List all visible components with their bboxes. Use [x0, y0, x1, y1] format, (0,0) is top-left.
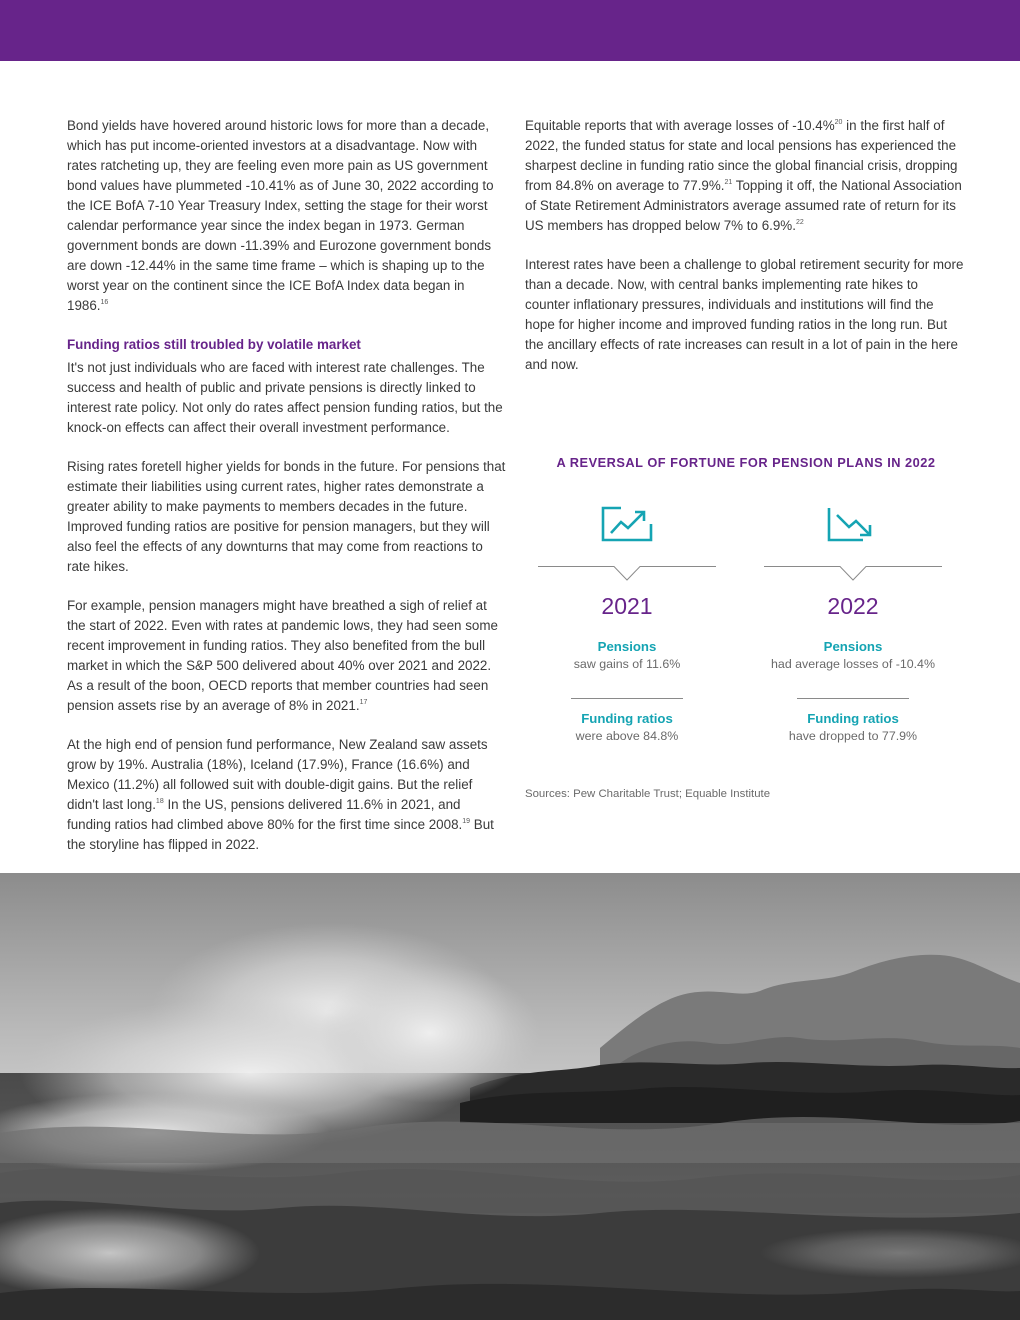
stat-value: were above 84.8% [575, 729, 679, 743]
year-2021: 2021 [601, 593, 653, 619]
footnote-ref: 20 [834, 119, 843, 126]
header-band [0, 0, 1020, 61]
paragraph: For example, pension managers might have breathed a sigh of relief at the start of 2022. Even with rates at pandemic lows, they had seen some recent improvement in funding ratios. They also benefited from the bull market in which the S&P 500 delivered about 40% over 2021 and 2022. As a result of the boon, OECD reports that member countries had seen pension assets rise by an average of 8% in 2021.17 [67, 598, 498, 713]
trend-down-icon [827, 505, 879, 543]
footnote-ref: 16 [100, 299, 109, 306]
stormy-sea-photo [0, 873, 1020, 1320]
right-column [525, 116, 965, 375]
trend-up-icon [601, 505, 653, 543]
paragraph: Interest rates have been a challenge to global retirement security for more than a decade. Now, with central banks implementing rate hikes to counter inflationary pressures, individuals and institutions will find the hope for higher income and improved funding ratios in the long run. But the ancillary effects of rate increases can result in a lot of pain in the here and now. [525, 257, 964, 372]
stat-value: have dropped to 77.9% [788, 729, 918, 743]
divider [571, 698, 683, 699]
infographic-title: A REVERSAL OF FORTUNE FOR PENSION PLANS IN 2022 [556, 455, 936, 470]
paragraph: Equitable reports that with average losses of -10.4%$^{20}$ in the first half of 2022, the funded status for state and local pensions has experienced the sharpest decline in funding ratio since the global financial crisis, dropping from 84.8% on average to 77.9%.$^{21}$ Topping it off, the National Association of State Retirement Administrators average assumed rate of return for its US members has dropped below 7% to 6.9%.$^{22}$ [525, 118, 962, 233]
paragraph: Rising rates foretell higher yields for bonds in the future. For pensions that estimate their liabilities using current rates, higher rates demonstrate a greater ability to make payments to members decades in the future. Improved funding ratios are positive for pension managers, but they will also feel the effects of any downturns that may come from reactions to rate hikes. [67, 459, 506, 574]
paragraph: Bond yields have hovered around historic lows for more than a decade, which has put income-oriented investors at a disadvantage. Now with rates ratcheting up, they are feeling even more pain as US government bond values have plummeted -10.41% as of June 30, 2022 according to the ICE BofA 7-10 Year Treasury Index, setting the stage for their worst calendar performance year since the index began in 1973. German government bonds are down -11.39% and Eurozone government bonds are down -12.44% in the same time frame – which is shaping up to the worst year on the continent since the ICE BofA Index data began in 1986.16 [67, 118, 494, 313]
stat-label: Pensions [597, 639, 657, 654]
footnote-ref: 21 [724, 179, 733, 186]
section-heading: Funding ratios still troubled by volatile market [67, 337, 361, 352]
stat-label: Funding ratios [581, 711, 673, 726]
infographic-title-wrap [525, 455, 955, 470]
stat-value: had average losses of -10.4% [771, 657, 935, 671]
stat-label: Funding ratios [807, 711, 899, 726]
left-column [67, 116, 507, 855]
paragraph: It's not just individuals who are faced with interest rate challenges. The success and health of public and private pensions is directly linked to interest rate policy. Not only do rates affect pension funding ratios, but the knock-on effects can affect their overall investment performance. [67, 360, 503, 435]
sources-note: Sources: Pew Charitable Trust; Equable Institute [525, 788, 771, 800]
pointer-divider [538, 560, 718, 584]
paragraph: At the high end of pension fund performance, New Zealand saw assets grow by 19%. Australia (18%), Iceland (17.9%), France (16.6%) and Mexico (11.2%) all followed suit with double-digit gains. But the relief didn't last long.$^{18}$ In the US, pensions delivered 11.6% in 2021, and funding ratios had climbed above 80% for the first time since 2008.19 But the storyline has flipped in 2022. [67, 737, 494, 852]
footnote-ref: 19 [462, 818, 471, 825]
stat-value: saw gains of 11.6% [573, 657, 681, 671]
divider [797, 698, 909, 699]
footnote-ref: 17 [359, 699, 368, 706]
pointer-divider [764, 560, 944, 584]
year-2022: 2022 [827, 593, 879, 619]
stat-label: Pensions [823, 639, 883, 654]
footnote-ref: 18 [155, 798, 164, 805]
footnote-ref: 22 [795, 219, 804, 226]
